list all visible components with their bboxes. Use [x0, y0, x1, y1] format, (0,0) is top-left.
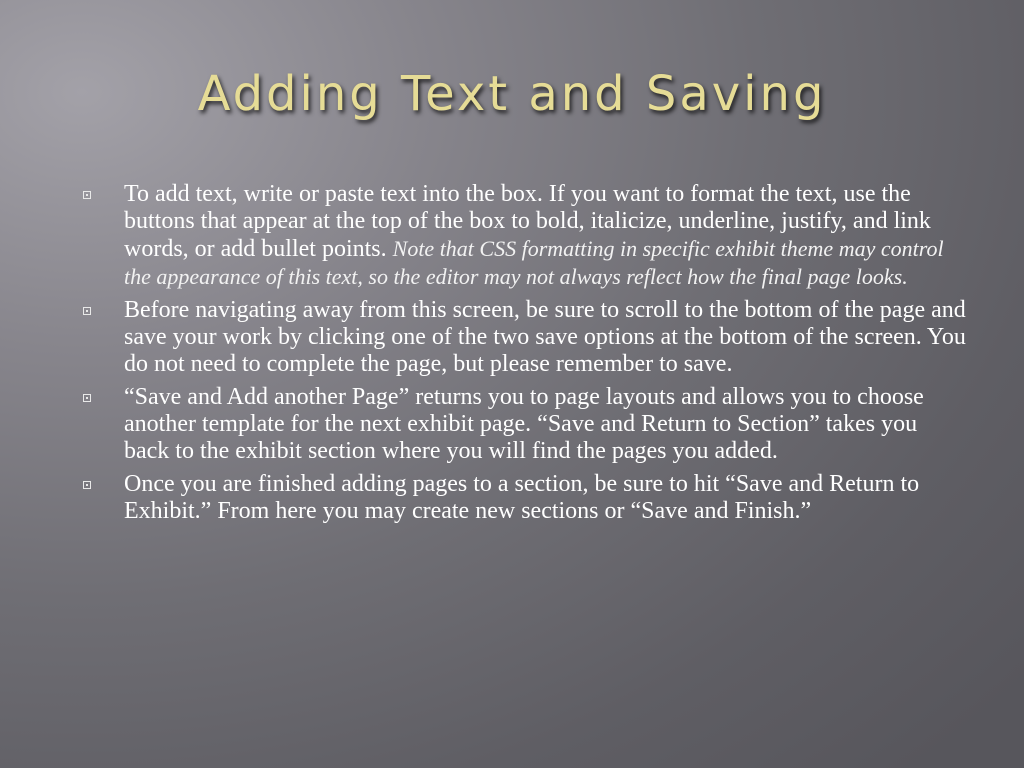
- square-bullet-icon: [83, 191, 91, 199]
- square-bullet-icon: [83, 307, 91, 315]
- square-bullet-icon: [83, 394, 91, 402]
- bullet-list: [78, 181, 966, 531]
- bullet-item-finish: [78, 471, 966, 525]
- bullet-text: Before navigating away from this screen, be sure to scroll to the bottom of the page and save your work by clicking one of the two save options at the bottom of the screen. You do not need to complete the page, but please remember to save.: [124, 297, 966, 377]
- bullet-note: Note that CSS formatting in specific exhibit theme may control the appearance of this text, so the editor may not always reflect how the final page looks.: [124, 236, 944, 289]
- bullet-item-save-options: [78, 384, 966, 465]
- bullet-text: To add text, write or paste text into the box. If you want to format the text, use the buttons that appear at the top of the box to bold, italicize, underline, justify, and link words, or add bullet points.: [124, 181, 931, 262]
- bullet-text: Once you are finished adding pages to a section, be sure to hit “Save and Return to Exhibit.” From here you may create new sections or “Save and Finish.”: [124, 471, 920, 524]
- slide-title: Adding Text and Saving: [197, 66, 827, 122]
- square-bullet-icon: [83, 481, 91, 489]
- bullet-text: “Save and Add another Page” returns you to page layouts and allows you to choose another template for the next exhibit page. “Save and Return to Section” takes you back to the exhibit section where you will find the pages you added.: [124, 384, 924, 464]
- bullet-item-add-text: [78, 181, 966, 291]
- bullet-item-save-reminder: [78, 297, 966, 378]
